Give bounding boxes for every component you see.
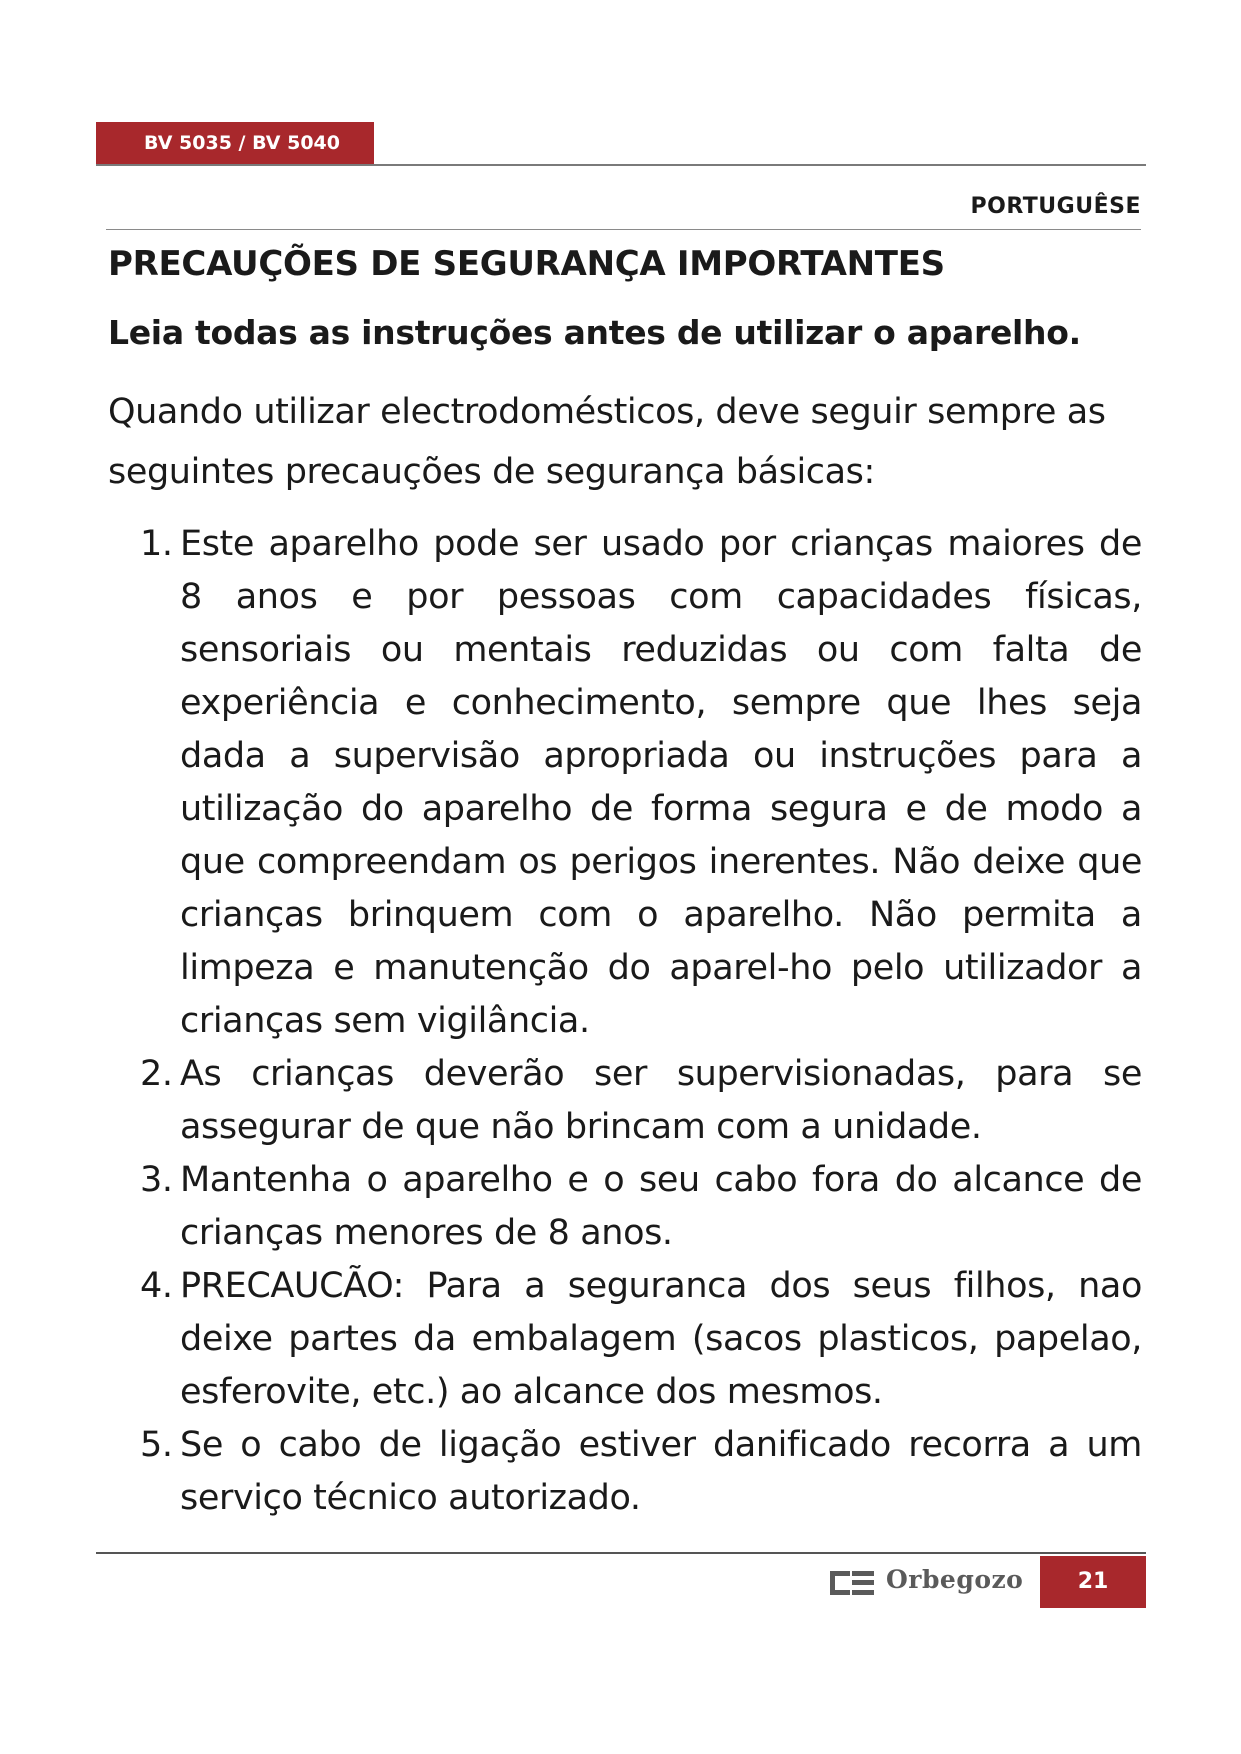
item-text: PRECAUCÃO: Para a seguranca dos seus filhos, nao deixe partes da embalagem (sacos plasticos, papelao, esferovite, etc.) ao alcance dos mesmos.	[180, 1266, 1142, 1412]
item-text: Mantenha o aparelho e o seu cabo fora do alcance de crianças menores de 8 anos.	[180, 1160, 1142, 1253]
precautions-list	[140, 518, 1142, 1525]
brand-mark-icon	[828, 1567, 876, 1599]
item-number: 1.	[140, 524, 173, 564]
brand-logo	[828, 1562, 1028, 1602]
list-item	[140, 1048, 1142, 1154]
page-title: PRECAUÇÕES DE SEGURANÇA IMPORTANTES	[108, 244, 945, 284]
item-number: 2.	[140, 1054, 173, 1094]
list-item	[140, 1260, 1142, 1419]
language-label: PORTUGUÊSE	[970, 194, 1141, 219]
list-item	[140, 1419, 1142, 1525]
model-tab: BV 5035 / BV 5040	[96, 122, 374, 164]
list-item	[140, 518, 1142, 1048]
footer-divider	[96, 1552, 1146, 1554]
item-text: Se o cabo de ligação estiver danificado recorra a um serviço técnico autorizado.	[180, 1425, 1142, 1518]
item-number: 4.	[140, 1266, 173, 1306]
language-divider	[106, 229, 1141, 230]
item-text: As crianças deverão ser supervisionadas, para se assegurar de que não brincam com a unidade.	[180, 1054, 1142, 1147]
item-number: 3.	[140, 1160, 173, 1200]
page-number: 21	[1040, 1556, 1146, 1608]
page-subtitle: Leia todas as instruções antes de utilizar o aparelho.	[108, 313, 1081, 352]
list-item	[140, 1154, 1142, 1260]
brand-name: Orbegozo	[886, 1565, 1024, 1594]
header-divider	[96, 164, 1146, 166]
intro-paragraph: Quando utilizar electrodomésticos, deve seguir sempre as seguintes precauções de segurança básicas:	[108, 392, 1106, 492]
item-text: Este aparelho pode ser usado por crianças maiores de 8 anos e por pessoas com capacidades físicas, sensoriais ou mentais reduzidas ou com falta de experiência e conhecimento, sempre que lhes seja dada a supervisão apropriada ou instruções para a utilização do aparelho de forma segura e de modo a que compreendam os perigos inerentes. Não deixe que crianças brinquem com o aparelho. Não permita a limpeza e manutenção do aparel-ho pelo utilizador a crianças sem vigilância.	[180, 524, 1142, 1041]
item-number: 5.	[140, 1425, 173, 1465]
